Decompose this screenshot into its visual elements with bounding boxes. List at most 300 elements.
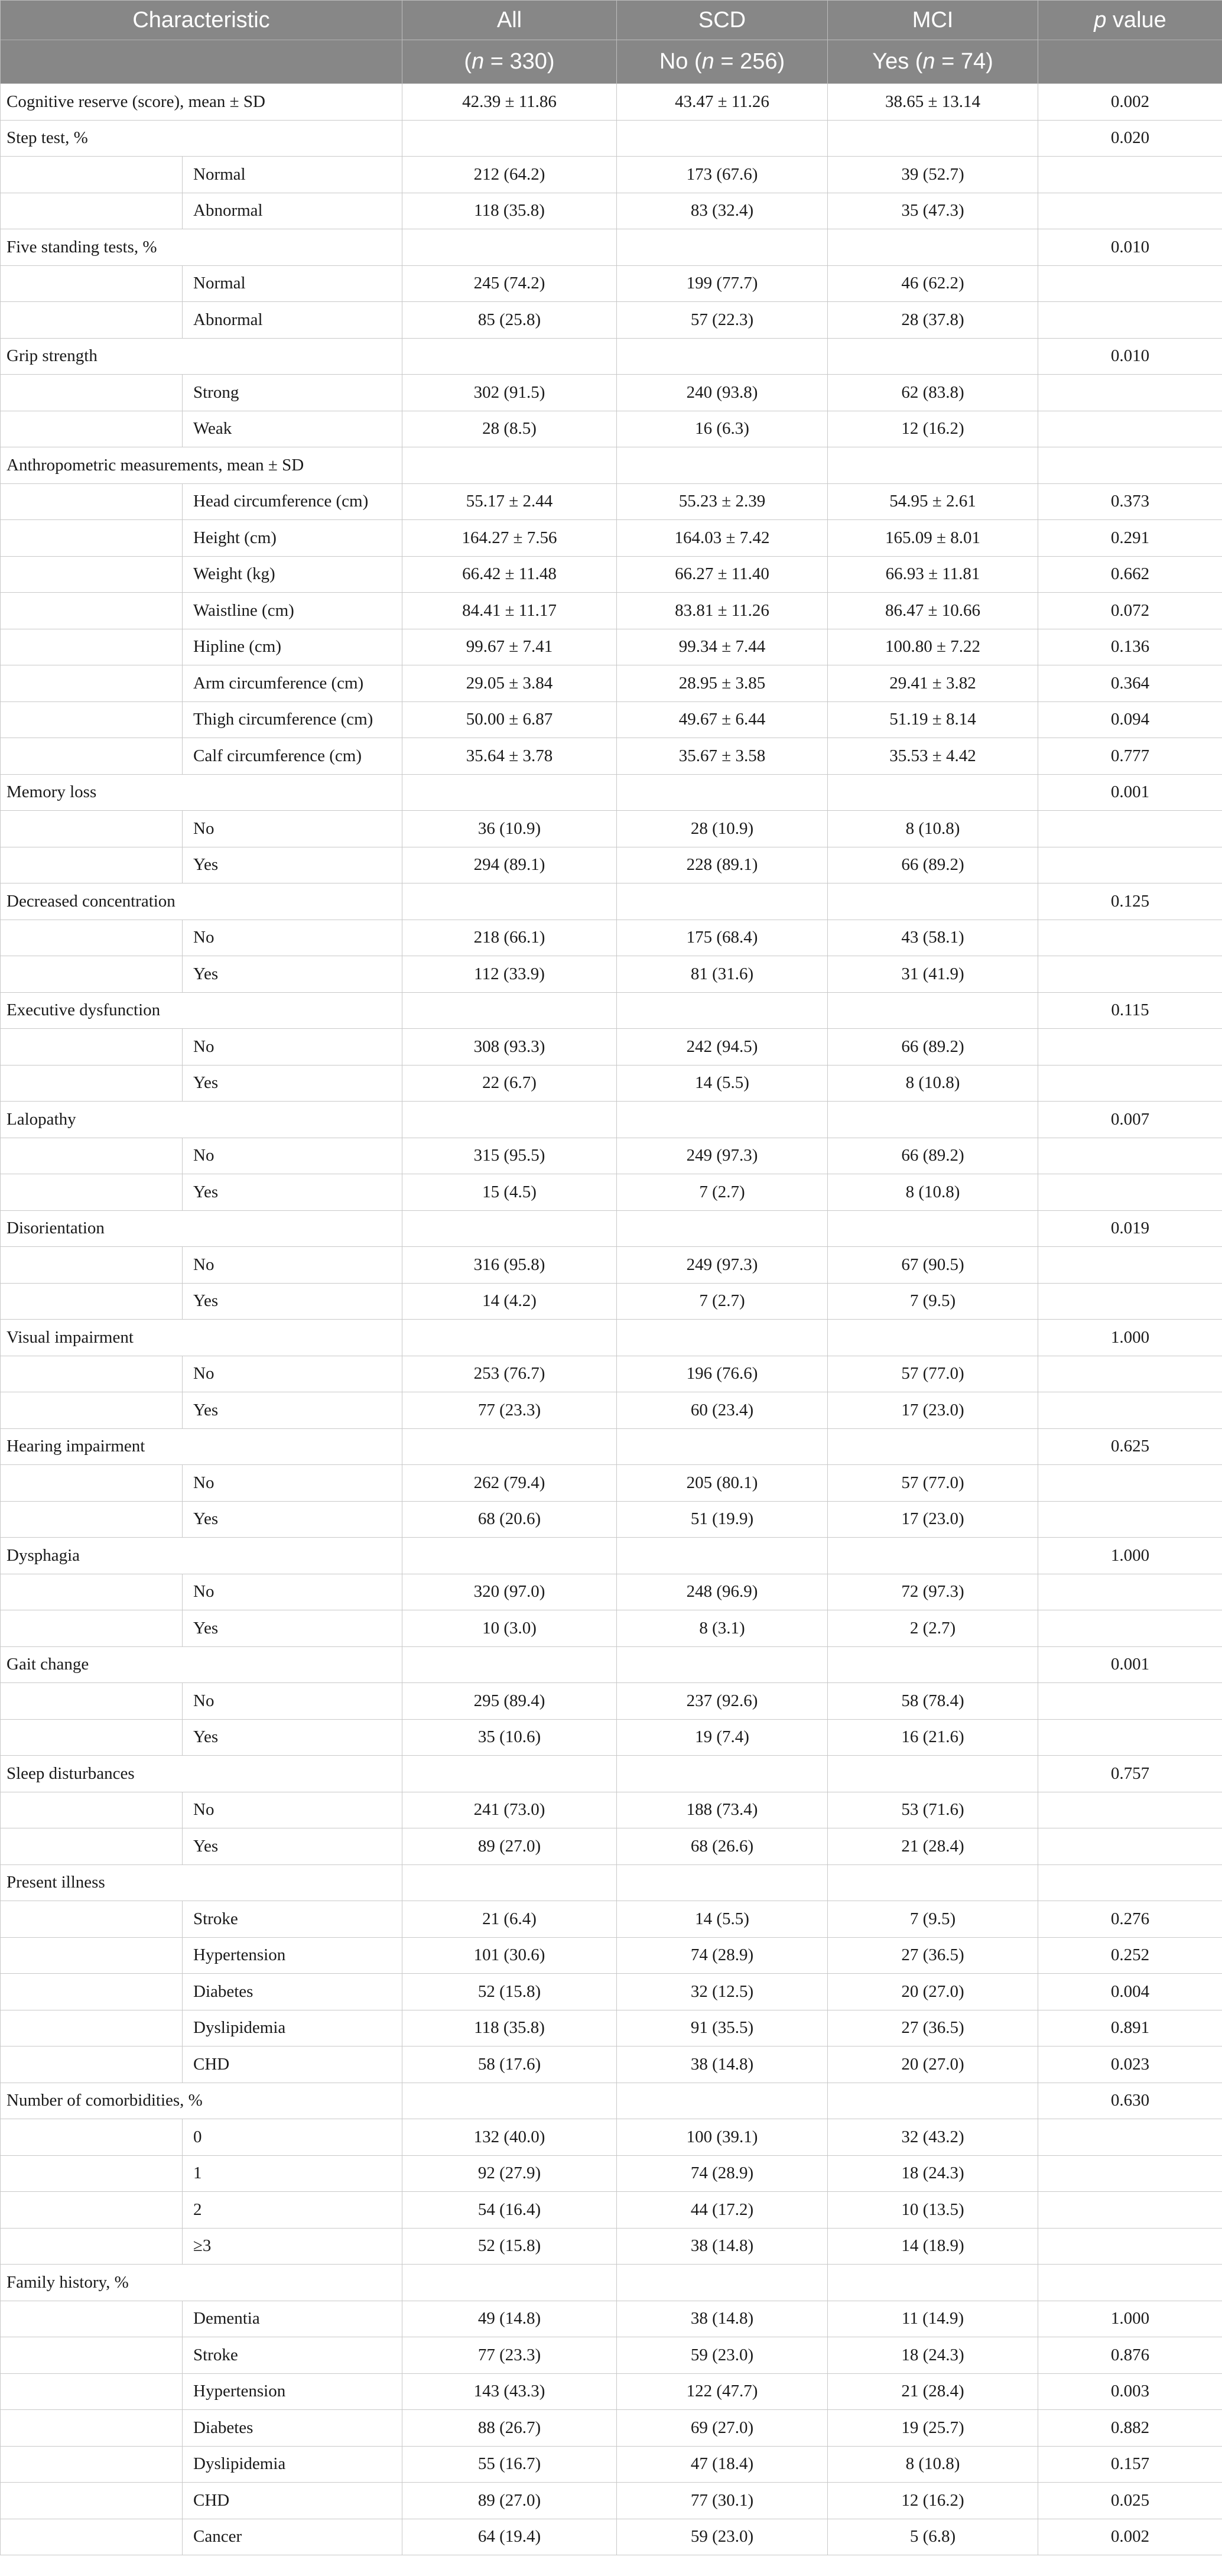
cell-p-value: 0.001 xyxy=(1038,1646,1222,1683)
cell-all: 15 (4.5) xyxy=(402,1174,617,1211)
header-characteristic: Characteristic xyxy=(1,1,402,40)
cell-p-value: 1.000 xyxy=(1038,1320,1222,1356)
cell-all: 22 (6.7) xyxy=(402,1065,617,1102)
cell-scd: 248 (96.9) xyxy=(617,1574,828,1610)
cell-p-value: 0.157 xyxy=(1038,2446,1222,2483)
row-label: Yes xyxy=(183,1065,402,1102)
table-row xyxy=(1,2337,1222,2374)
table-row xyxy=(1,1065,1222,1102)
cell-scd xyxy=(617,447,828,484)
table-row xyxy=(1,1901,1222,1938)
cell-all xyxy=(402,1428,617,1465)
cell-mci: 7 (9.5) xyxy=(828,1901,1038,1938)
indent-cell xyxy=(1,1247,183,1284)
row-label: 2 xyxy=(183,2192,402,2229)
row-label: Thigh circumference (cm) xyxy=(183,701,402,738)
cell-scd: 81 (31.6) xyxy=(617,956,828,993)
row-label: Diabetes xyxy=(183,1974,402,2010)
row-label: No xyxy=(183,811,402,847)
cell-all xyxy=(402,1864,617,1901)
row-label: No xyxy=(183,1465,402,1502)
table-row xyxy=(1,1828,1222,1865)
category-label: Number of comorbidities, % xyxy=(1,2083,402,2119)
cell-p-value xyxy=(1038,1065,1222,1102)
cell-mci: 67 (90.5) xyxy=(828,1247,1038,1284)
row-label: Weight (kg) xyxy=(183,556,402,593)
table-row xyxy=(1,520,1222,557)
row-label: Hypertension xyxy=(183,1937,402,1974)
cell-all xyxy=(402,1756,617,1792)
category-row xyxy=(1,1538,1222,1574)
header-all-n: (n = 330) xyxy=(402,40,617,84)
cell-mci: 20 (27.0) xyxy=(828,2046,1038,2083)
cell-all: 143 (43.3) xyxy=(402,2373,617,2410)
cell-all: 54 (16.4) xyxy=(402,2192,617,2229)
table-row xyxy=(1,2155,1222,2192)
row-label: CHD xyxy=(183,2483,402,2519)
cell-all: 35.64 ± 3.78 xyxy=(402,738,617,775)
indent-cell xyxy=(1,2119,183,2156)
category-label: Lalopathy xyxy=(1,1102,402,1138)
category-row xyxy=(1,2083,1222,2119)
indent-cell xyxy=(1,2410,183,2447)
cell-p-value xyxy=(1038,1864,1222,1901)
row-label: Normal xyxy=(183,265,402,302)
row-label: Yes xyxy=(183,1828,402,1865)
cell-mci: 2 (2.7) xyxy=(828,1610,1038,1647)
cell-p-value xyxy=(1038,447,1222,484)
cell-all: 112 (33.9) xyxy=(402,956,617,993)
row-label: ≥3 xyxy=(183,2228,402,2265)
cell-scd: 100 (39.1) xyxy=(617,2119,828,2156)
cell-mci: 46 (62.2) xyxy=(828,265,1038,302)
cell-p-value: 0.019 xyxy=(1038,1210,1222,1247)
cell-mci xyxy=(828,338,1038,375)
indent-cell xyxy=(1,1719,183,1756)
cell-p-value xyxy=(1038,1247,1222,1284)
cell-p-value xyxy=(1038,2265,1222,2301)
cell-scd xyxy=(617,1102,828,1138)
row-label: No xyxy=(183,1574,402,1610)
table-row xyxy=(1,1683,1222,1720)
cell-p-value: 0.007 xyxy=(1038,1102,1222,1138)
cell-scd: 242 (94.5) xyxy=(617,1029,828,1066)
row-label: Hypertension xyxy=(183,2373,402,2410)
cell-scd: 38 (14.8) xyxy=(617,2228,828,2265)
cell-p-value xyxy=(1038,956,1222,993)
row-label: Dyslipidemia xyxy=(183,2010,402,2046)
cell-all: 88 (26.7) xyxy=(402,2410,617,2447)
cell-all xyxy=(402,2265,617,2301)
table-row xyxy=(1,265,1222,302)
cell-all: 50.00 ± 6.87 xyxy=(402,701,617,738)
category-label: Hearing impairment xyxy=(1,1428,402,1465)
cell-all: 29.05 ± 3.84 xyxy=(402,665,617,702)
cell-all: 212 (64.2) xyxy=(402,157,617,193)
table-row xyxy=(1,1392,1222,1429)
row-label: Height (cm) xyxy=(183,520,402,557)
cell-mci: 12 (16.2) xyxy=(828,411,1038,447)
table-row xyxy=(1,629,1222,665)
indent-cell xyxy=(1,2192,183,2229)
table-row xyxy=(1,302,1222,339)
cell-scd: 55.23 ± 2.39 xyxy=(617,483,828,520)
category-label: Family history, % xyxy=(1,2265,402,2301)
cell-scd xyxy=(617,1646,828,1683)
indent-cell xyxy=(1,302,183,339)
category-row xyxy=(1,229,1222,266)
cell-scd: 205 (80.1) xyxy=(617,1465,828,1502)
indent-cell xyxy=(1,920,183,956)
cell-scd: 173 (67.6) xyxy=(617,157,828,193)
cell-scd xyxy=(617,992,828,1029)
row-label: Yes xyxy=(183,1610,402,1647)
row-label: Waistline (cm) xyxy=(183,593,402,629)
cell-p-value: 0.001 xyxy=(1038,774,1222,811)
cell-mci: 66 (89.2) xyxy=(828,847,1038,883)
table-row xyxy=(1,2446,1222,2483)
cell-mci: 19 (25.7) xyxy=(828,2410,1038,2447)
cell-scd: 91 (35.5) xyxy=(617,2010,828,2046)
indent-cell xyxy=(1,520,183,557)
cell-mci: 31 (41.9) xyxy=(828,956,1038,993)
row-label: Yes xyxy=(183,956,402,993)
row-label: Abnormal xyxy=(183,302,402,339)
cell-all: 36 (10.9) xyxy=(402,811,617,847)
row-label: CHD xyxy=(183,2046,402,2083)
cell-p-value: 0.115 xyxy=(1038,992,1222,1029)
indent-cell xyxy=(1,1574,183,1610)
table-header xyxy=(1,1,1222,84)
table-row xyxy=(1,2192,1222,2229)
cell-mci: 10 (13.5) xyxy=(828,2192,1038,2229)
category-row xyxy=(1,883,1222,920)
indent-cell xyxy=(1,1174,183,1211)
cell-p-value: 0.276 xyxy=(1038,1901,1222,1938)
category-row xyxy=(1,447,1222,484)
cell-p-value xyxy=(1038,2192,1222,2229)
header-characteristic-blank xyxy=(1,40,402,84)
cell-mci xyxy=(828,883,1038,920)
table-row xyxy=(1,193,1222,229)
category-row xyxy=(1,2265,1222,2301)
row-label: Hipline (cm) xyxy=(183,629,402,665)
cell-scd xyxy=(617,229,828,266)
row-label: Cancer xyxy=(183,2519,402,2555)
cell-mci: 38.65 ± 13.14 xyxy=(828,84,1038,121)
cell-mci xyxy=(828,992,1038,1029)
row-label: 1 xyxy=(183,2155,402,2192)
cell-scd xyxy=(617,1538,828,1574)
cell-scd: 16 (6.3) xyxy=(617,411,828,447)
indent-cell xyxy=(1,847,183,883)
row-label: No xyxy=(183,1792,402,1828)
category-label: Executive dysfunction xyxy=(1,992,402,1029)
cell-mci: 8 (10.8) xyxy=(828,811,1038,847)
cell-all: 64 (19.4) xyxy=(402,2519,617,2555)
indent-cell xyxy=(1,593,183,629)
cell-mci: 17 (23.0) xyxy=(828,1501,1038,1538)
indent-cell xyxy=(1,2155,183,2192)
cell-mci: 27 (36.5) xyxy=(828,2010,1038,2046)
cell-p-value xyxy=(1038,1574,1222,1610)
cell-all: 302 (91.5) xyxy=(402,375,617,411)
cell-mci: 17 (23.0) xyxy=(828,1392,1038,1429)
table-row xyxy=(1,1719,1222,1756)
table-row xyxy=(1,1138,1222,1174)
header-mci: MCI xyxy=(828,1,1038,40)
cell-p-value xyxy=(1038,1138,1222,1174)
cell-scd: 175 (68.4) xyxy=(617,920,828,956)
table-row xyxy=(1,1974,1222,2010)
cell-scd: 35.67 ± 3.58 xyxy=(617,738,828,775)
cell-scd: 83.81 ± 11.26 xyxy=(617,593,828,629)
cell-all: 35 (10.6) xyxy=(402,1719,617,1756)
cell-p-value: 0.072 xyxy=(1038,593,1222,629)
category-row xyxy=(1,1102,1222,1138)
category-row xyxy=(1,1320,1222,1356)
category-row xyxy=(1,1864,1222,1901)
cell-all: 14 (4.2) xyxy=(402,1283,617,1320)
category-row xyxy=(1,1428,1222,1465)
cell-scd: 14 (5.5) xyxy=(617,1065,828,1102)
row-label: No xyxy=(183,1138,402,1174)
table-row xyxy=(1,847,1222,883)
cell-mci: 11 (14.9) xyxy=(828,2301,1038,2337)
cell-all: 77 (23.3) xyxy=(402,1392,617,1429)
cell-all: 28 (8.5) xyxy=(402,411,617,447)
indent-cell xyxy=(1,1283,183,1320)
table-row xyxy=(1,483,1222,520)
cell-p-value: 0.625 xyxy=(1038,1428,1222,1465)
indent-cell xyxy=(1,2337,183,2374)
table-body xyxy=(1,84,1222,2555)
cell-scd: 74 (28.9) xyxy=(617,1937,828,1974)
cell-p-value: 0.094 xyxy=(1038,701,1222,738)
cell-mci xyxy=(828,1210,1038,1247)
cell-p-value xyxy=(1038,1610,1222,1647)
row-label: Diabetes xyxy=(183,2410,402,2447)
cell-all xyxy=(402,883,617,920)
cell-scd: 43.47 ± 11.26 xyxy=(617,84,828,121)
table-row xyxy=(1,2119,1222,2156)
cell-p-value xyxy=(1038,411,1222,447)
cell-mci: 66 (89.2) xyxy=(828,1138,1038,1174)
cell-mci: 14 (18.9) xyxy=(828,2228,1038,2265)
cell-all: 118 (35.8) xyxy=(402,2010,617,2046)
cell-mci xyxy=(828,1756,1038,1792)
cell-mci: 7 (9.5) xyxy=(828,1283,1038,1320)
cell-all: 92 (27.9) xyxy=(402,2155,617,2192)
cell-mci xyxy=(828,1646,1038,1683)
cell-p-value xyxy=(1038,193,1222,229)
table-row xyxy=(1,375,1222,411)
cell-scd: 44 (17.2) xyxy=(617,2192,828,2229)
cell-p-value xyxy=(1038,1719,1222,1756)
cell-all: 84.41 ± 11.17 xyxy=(402,593,617,629)
category-label: Memory loss xyxy=(1,774,402,811)
cell-p-value xyxy=(1038,1283,1222,1320)
cell-mci: 86.47 ± 10.66 xyxy=(828,593,1038,629)
indent-cell xyxy=(1,1501,183,1538)
row-label: Yes xyxy=(183,1283,402,1320)
table-row xyxy=(1,2483,1222,2519)
table-row xyxy=(1,2010,1222,2046)
cell-all: 77 (23.3) xyxy=(402,2337,617,2374)
cell-p-value xyxy=(1038,847,1222,883)
cell-all: 85 (25.8) xyxy=(402,302,617,339)
category-label: Cognitive reserve (score), mean ± SD xyxy=(1,84,402,121)
cell-scd: 59 (23.0) xyxy=(617,2337,828,2374)
row-label: Stroke xyxy=(183,1901,402,1938)
cell-scd: 28 (10.9) xyxy=(617,811,828,847)
cell-mci: 35 (47.3) xyxy=(828,193,1038,229)
category-label: Decreased concentration xyxy=(1,883,402,920)
category-row xyxy=(1,84,1222,121)
category-label: Gait change xyxy=(1,1646,402,1683)
table-row xyxy=(1,1465,1222,1502)
cell-scd: 99.34 ± 7.44 xyxy=(617,629,828,665)
cell-scd xyxy=(617,1428,828,1465)
cell-all: 21 (6.4) xyxy=(402,1901,617,1938)
indent-cell xyxy=(1,1029,183,1066)
indent-cell xyxy=(1,701,183,738)
cell-p-value xyxy=(1038,1174,1222,1211)
cell-all: 118 (35.8) xyxy=(402,193,617,229)
cell-scd: 32 (12.5) xyxy=(617,1974,828,2010)
row-label: No xyxy=(183,920,402,956)
cell-scd: 60 (23.4) xyxy=(617,1392,828,1429)
header-p-blank xyxy=(1038,40,1222,84)
cell-all: 320 (97.0) xyxy=(402,1574,617,1610)
cell-scd: 14 (5.5) xyxy=(617,1901,828,1938)
row-label: Stroke xyxy=(183,2337,402,2374)
category-row xyxy=(1,1756,1222,1792)
category-row xyxy=(1,1210,1222,1247)
cell-p-value: 0.020 xyxy=(1038,120,1222,157)
cell-p-value xyxy=(1038,1465,1222,1502)
cell-all xyxy=(402,1210,617,1247)
cell-all xyxy=(402,229,617,266)
cell-p-value xyxy=(1038,1683,1222,1720)
header-scd: SCD xyxy=(617,1,828,40)
category-label: Sleep disturbances xyxy=(1,1756,402,1792)
row-label: Yes xyxy=(183,847,402,883)
indent-cell xyxy=(1,1901,183,1938)
cell-scd: 28.95 ± 3.85 xyxy=(617,665,828,702)
cell-mci: 8 (10.8) xyxy=(828,2446,1038,2483)
table-row xyxy=(1,2519,1222,2555)
cell-p-value: 0.025 xyxy=(1038,2483,1222,2519)
cell-p-value: 0.002 xyxy=(1038,84,1222,121)
cell-p-value: 0.373 xyxy=(1038,483,1222,520)
table-row xyxy=(1,738,1222,775)
indent-cell xyxy=(1,2046,183,2083)
cell-mci: 53 (71.6) xyxy=(828,1792,1038,1828)
cell-scd: 59 (23.0) xyxy=(617,2519,828,2555)
cell-scd xyxy=(617,883,828,920)
indent-cell xyxy=(1,956,183,993)
cell-p-value xyxy=(1038,302,1222,339)
cell-p-value xyxy=(1038,1501,1222,1538)
indent-cell xyxy=(1,738,183,775)
indent-cell xyxy=(1,1610,183,1647)
cell-all: 49 (14.8) xyxy=(402,2301,617,2337)
table-row xyxy=(1,956,1222,993)
cell-all xyxy=(402,2083,617,2119)
table-row xyxy=(1,920,1222,956)
category-row xyxy=(1,774,1222,811)
table-row xyxy=(1,411,1222,447)
table-row xyxy=(1,2301,1222,2337)
cell-mci: 72 (97.3) xyxy=(828,1574,1038,1610)
row-label: No xyxy=(183,1247,402,1284)
indent-cell xyxy=(1,157,183,193)
cell-mci: 20 (27.0) xyxy=(828,1974,1038,2010)
category-row xyxy=(1,992,1222,1029)
indent-cell xyxy=(1,1974,183,2010)
cell-mci: 12 (16.2) xyxy=(828,2483,1038,2519)
row-label: Dyslipidemia xyxy=(183,2446,402,2483)
cell-p-value: 0.882 xyxy=(1038,2410,1222,2447)
cell-mci xyxy=(828,2083,1038,2119)
cell-mci xyxy=(828,1864,1038,1901)
cell-mci: 100.80 ± 7.22 xyxy=(828,629,1038,665)
cell-scd xyxy=(617,1864,828,1901)
cell-mci: 8 (10.8) xyxy=(828,1065,1038,1102)
indent-cell xyxy=(1,2228,183,2265)
cell-scd xyxy=(617,2083,828,2119)
cell-scd: 164.03 ± 7.42 xyxy=(617,520,828,557)
cell-scd xyxy=(617,1320,828,1356)
cell-mci: 21 (28.4) xyxy=(828,1828,1038,1865)
cell-scd: 199 (77.7) xyxy=(617,265,828,302)
cell-mci: 66 (89.2) xyxy=(828,1029,1038,1066)
table-row xyxy=(1,1792,1222,1828)
cell-mci: 165.09 ± 8.01 xyxy=(828,520,1038,557)
table-row xyxy=(1,701,1222,738)
table-row xyxy=(1,665,1222,702)
indent-cell xyxy=(1,2446,183,2483)
cell-scd: 66.27 ± 11.40 xyxy=(617,556,828,593)
cell-p-value xyxy=(1038,375,1222,411)
cell-all xyxy=(402,447,617,484)
cell-all xyxy=(402,1320,617,1356)
category-label: Visual impairment xyxy=(1,1320,402,1356)
indent-cell xyxy=(1,1828,183,1865)
header-p-value: p value xyxy=(1038,1,1222,40)
row-label: 0 xyxy=(183,2119,402,2156)
cell-mci xyxy=(828,774,1038,811)
cell-all: 42.39 ± 11.86 xyxy=(402,84,617,121)
indent-cell xyxy=(1,193,183,229)
table-row xyxy=(1,1610,1222,1647)
cell-mci: 29.41 ± 3.82 xyxy=(828,665,1038,702)
cell-mci: 8 (10.8) xyxy=(828,1174,1038,1211)
cell-scd: 47 (18.4) xyxy=(617,2446,828,2483)
cell-all: 89 (27.0) xyxy=(402,2483,617,2519)
cell-scd: 19 (7.4) xyxy=(617,1719,828,1756)
cell-p-value xyxy=(1038,2155,1222,2192)
cell-all: 164.27 ± 7.56 xyxy=(402,520,617,557)
cell-all: 89 (27.0) xyxy=(402,1828,617,1865)
indent-cell xyxy=(1,2010,183,2046)
header-all: All xyxy=(402,1,617,40)
indent-cell xyxy=(1,2519,183,2555)
cell-all: 132 (40.0) xyxy=(402,2119,617,2156)
cell-all: 101 (30.6) xyxy=(402,1937,617,1974)
cell-p-value: 0.002 xyxy=(1038,2519,1222,2555)
